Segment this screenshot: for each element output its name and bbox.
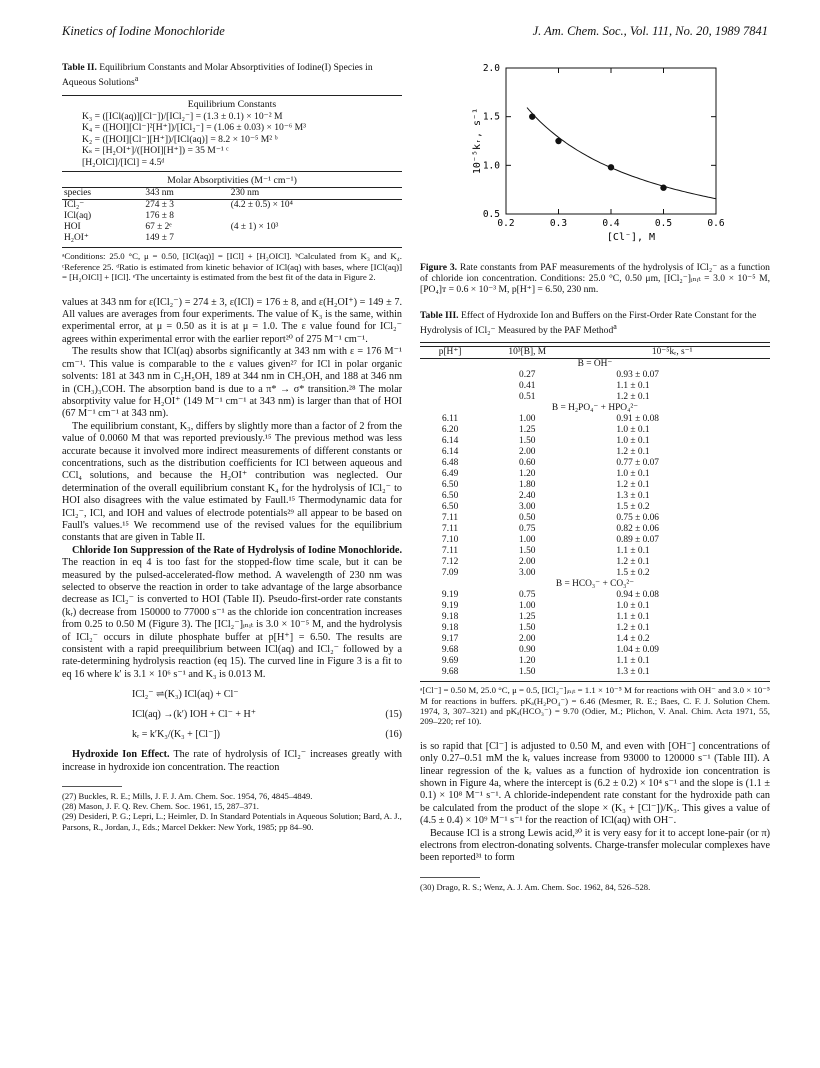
table3-cell: 1.00 (519, 535, 536, 546)
table3-cell: 0.75 ± 0.06 (616, 513, 659, 524)
table-row (420, 436, 770, 447)
section1-paragraph: Chloride Ion Suppression of the Rate of Hydrolysis of Iodine Monochloride. The reaction in eq 4 is too fast for the stopped-flow time scale, but it can be measured by the pulsed-accelerated-flow method. A wavelength of 230 nm was selected to observe the reaction in order to take advantage of the large absorbance decrease as ICl₂⁻ is converted to HOI (Table II). Pseudo-first-order rate constants (kᵣ) decrease from 150000 to 77000 s⁻¹ as the chloride ion concentration increases from 0.25 to 0.50 M (Figure 3). The [ICl₂⁻]ᵢₙᵢₜ is 3.0 × 10⁻⁵ M, and the hydrolysis of ICl₂⁻ occurs in dilute phosphate buffer at p[H⁺] = 6.50. The results are consistent with a rapid preequilibrium between ICl(aq) and ICl₂⁻ followed by a rate-determining hydrolysis reaction (eq 15). The curved line in Figure 3 is a fit to eq 16 where k′ is 3.1 × 10⁶ s⁻¹ and K₃ is 0.013 M. (62, 544, 402, 680)
table-row (420, 557, 770, 568)
table3-cell: 6.50 (441, 502, 459, 513)
table2-cell: 274 ± 3 (145, 200, 174, 211)
paragraph: Because ICl is a strong Lewis acid,³⁰ it is very easy for it to accept lone-pair (or π) electrons from electron-donating solvents. Charge-transfer molecular complexes have been reported³¹ to form (420, 827, 770, 864)
table3-cell: 2.00 (519, 634, 536, 645)
table-row (420, 656, 770, 667)
table2-absorptivity (62, 187, 402, 244)
x-tick-label: 0.3 (549, 218, 568, 229)
left-column (62, 62, 402, 832)
table3-cell: 0.91 ± 0.08 (616, 414, 659, 425)
table3-cell (420, 370, 480, 381)
right-references (420, 882, 770, 892)
running-head-right: J. Am. Chem. Soc., Vol. 111, No. 20, 1989 7841 (532, 24, 768, 38)
table3-cell: 7.11 (442, 524, 459, 535)
y-tick-label: 1.5 (482, 111, 500, 123)
data-point (555, 138, 561, 144)
table3-cell: 1.20 (519, 656, 536, 667)
reaction-line (62, 685, 402, 705)
table3-cell: 0.27 (519, 370, 536, 381)
table3-cell: 1.0 ± 0.1 (616, 436, 650, 447)
running-head-left: Kinetics of Iodine Monochloride (62, 24, 225, 38)
table2-cell: ICl(aq) (64, 211, 92, 222)
table3-footnote: ᵃ[Cl⁻] = 0.50 M, 25.0 °C, μ = 0.5, [ICl₂⁻]ᵢₙᵢₜ = 1.1 × 10⁻⁵ M for reactions with OH⁻ and 3.0 × 10⁻⁵ M for reactions in buffers. pKₐ(H₂PO₄⁻) = 6.46 (Mesmer, R. E.; Baes, C. F. J. Solution Chem. 1974, 3, 307–321) and pKₐ(HCO₃⁻) = 9.70 (Odier, M.; Plichon, V. Anal. Chim. Acta 1971, 55, 209–220; ref 10). (420, 685, 770, 727)
table3 (420, 346, 770, 678)
table3-caption: Table III. Effect of Hydroxide Ion and Buffers on the First-Order Rate Constant for the Hydrolysis of ICl₂⁻ Measured by the PAF Method$^a$ (420, 309, 757, 336)
table3-cell: 9.69 (441, 656, 459, 667)
x-tick-label: 0.4 (602, 218, 620, 229)
y-tick-label: 1.0 (482, 160, 500, 172)
table2-equations (62, 111, 402, 168)
table3-cell (420, 381, 480, 392)
table2-col-header: 230 nm (230, 188, 260, 199)
table-row (420, 623, 770, 634)
table3-cell: 1.1 ± 0.1 (616, 546, 650, 557)
table-row (420, 645, 770, 656)
table3-cell: 7.12 (441, 557, 459, 568)
table3-cell: 1.0 ± 0.1 (616, 425, 650, 436)
table3-cell: 1.2 ± 0.1 (616, 392, 650, 403)
table-row (420, 667, 770, 678)
y-axis-label: 10⁻⁵kᵣ, s⁻¹ (472, 107, 483, 175)
table-row (420, 370, 770, 381)
paragraph: The results show that ICl(aq) absorbs significantly at 343 nm with ε = 176 M⁻¹ cm⁻¹. This value is comparable to the ε values given²⁷ for ICl in polar organic solvents: 181 at 343 nm in C₂H₅OH, 189 at 344 nm in CH₃OH, and 188 at 346 nm in (CH₃)₃COH. The absorption band is due to a π* → σ* transition.²⁸ The molar absorptivity value for H₂OI⁺ (149 M⁻¹ cm⁻¹ at 343 nm) is larger than that of HOI (67 M⁻¹ cm⁻¹ at 343 nm). (62, 346, 402, 420)
table3-cell: 0.82 ± 0.06 (616, 524, 659, 535)
data-point (608, 164, 614, 170)
table3-cell: 6.11 (442, 414, 459, 425)
table3-cell: 1.0 ± 0.1 (616, 469, 650, 480)
table3-cell: 1.2 ± 0.1 (616, 623, 650, 634)
table2-cell: 149 ± 7 (145, 233, 174, 244)
table3-cell: 0.75 (519, 590, 536, 601)
reaction-line (62, 725, 402, 745)
table-row (420, 502, 770, 513)
right-body-text (420, 741, 770, 865)
table3-cell: 2.40 (519, 491, 536, 502)
table3-cell: 1.5 ± 0.2 (616, 502, 650, 513)
table-row (420, 392, 770, 403)
table3-cell: 0.94 ± 0.08 (616, 590, 659, 601)
left-references (62, 791, 402, 832)
table-row (420, 447, 770, 458)
table-row (420, 414, 770, 425)
table3-cell: 1.50 (519, 546, 536, 557)
x-tick-label: 0.5 (654, 218, 673, 229)
table2-cell: 176 ± 8 (145, 211, 174, 222)
table3-cell: 7.09 (441, 568, 459, 579)
equilibrium-equation: K₂ = ([HOI][Cl⁻][H⁺])/[ICl(aq)] = 8.2 × 10⁻⁵ M² ᵇ (82, 133, 278, 145)
table2-cell: H₂OI⁺ (64, 233, 89, 244)
table-row (420, 612, 770, 623)
table3-cell: 7.11 (442, 513, 459, 524)
reaction-text: ICl(aq) →(k′) IOH + Cl⁻ + H⁺ (132, 709, 257, 721)
table3-cell: 6.20 (441, 425, 459, 436)
table3-cell: 1.00 (519, 601, 536, 612)
table3-cell: 9.18 (441, 612, 459, 623)
table3-cell: 1.2 ± 0.1 (616, 557, 650, 568)
paragraph: The equilibrium constant, K₃, differs by slightly more than a factor of 2 from the value of 0.0060 M that was reported previously.¹⁵ The previous method was less accurate because it involved more indirect measurements of different constants or concentrations, such as the distribution coefficients for ICl between aqueous and CCl₄ solutions, and because the H₂OI⁺ contribution was neglected. Our determination of the overall equilibrium constant K₄ for the hydrolysis of ICl₂⁻ to HOI also disagrees with the value estimated by Faull.¹⁵ Thermodynamic data for ICl₂⁻, ICl, and IOH and values of electrode potentials²⁹ all appear to be based on Faull's values.¹⁵ We recommend use of the revised values for the equilibrium constants that are given in Table II. (62, 420, 402, 544)
table3-cell: 1.50 (519, 623, 536, 634)
table-row (420, 469, 770, 480)
table3-cell: 9.68 (441, 645, 459, 656)
table-row (420, 601, 770, 612)
table3-cell: 6.48 (441, 458, 459, 469)
table3-cell: 9.18 (441, 623, 459, 634)
x-axis-label: [Cl⁻], M (606, 232, 656, 243)
table3-cell: 1.1 ± 0.1 (616, 612, 650, 623)
table-row (420, 634, 770, 645)
table3-cell: 6.50 (441, 480, 459, 491)
table3-cell: 6.14 (441, 447, 459, 458)
table3-cell: 1.80 (519, 480, 536, 491)
table3-cell: 1.50 (519, 436, 536, 447)
table3-cell: 1.00 (519, 414, 536, 425)
reaction-equations (62, 685, 402, 745)
table-row (420, 590, 770, 601)
equation-number: (15) (385, 709, 402, 721)
table-row (420, 546, 770, 557)
table3-cell: 6.49 (441, 469, 459, 480)
reference: (29) Desideri, P. G.; Lepri, L.; Heimler, D. In Standard Potentials in Aqueous Solution; Bard, A. J., Parsons, R., Jordan, J., Eds.; Marcel Dekker: New York, 1985; pp 84–90. (62, 811, 402, 832)
table2-cell (229, 211, 402, 222)
table3-cell: 0.77 ± 0.07 (616, 458, 659, 469)
table3-col-header: 10⁻⁵kᵣ, s⁻¹ (651, 347, 693, 358)
table-row (62, 233, 402, 244)
table3-cell: 6.50 (441, 491, 459, 502)
table3-group-row (420, 403, 770, 414)
table3-cell: 0.75 (519, 524, 536, 535)
reference: (30) Drago, R. S.; Wenz, A. J. Am. Chem. Soc. 1962, 84, 526–528. (420, 881, 651, 892)
table3-cell: 1.04 ± 0.09 (616, 645, 659, 656)
table-row (420, 568, 770, 579)
reference: (28) Mason, J. F. Q. Rev. Chem. Soc. 1961, 15, 287–371. (62, 801, 259, 812)
table2-cell: 67 ± 2ᵉ (145, 222, 172, 233)
table3-group-label: B = H₂PO₄⁻ + HPO₄²⁻ (551, 403, 639, 414)
table-row (420, 524, 770, 535)
x-tick-label: 0.2 (497, 218, 515, 229)
table3-group-row (420, 359, 770, 371)
table-row (62, 211, 402, 222)
data-point (660, 185, 666, 191)
y-tick-label: 2.0 (482, 63, 500, 74)
table3-cell: 1.0 ± 0.1 (616, 601, 650, 612)
table3-cell: 2.00 (519, 557, 536, 568)
reaction-line (62, 705, 402, 725)
table3-cell: 0.51 (519, 392, 536, 403)
table3-group-label: B = HCO₃⁻ + CO₃²⁻ (555, 579, 635, 590)
figure3-caption: Figure 3. Rate constants from PAF measurements of the hydrolysis of ICl₂⁻ as a function of chloride ion concentration. Conditions: 25.0 °C, 0.50 μm, [ICl₂⁻]ᵢₙᵢₜ = 3.0 × 10⁻⁵ M, [PO₄]ᴛ = 0.6 × 10⁻³ M, p[H⁺] = 6.50, 230 nm. (420, 262, 770, 296)
table3-cell: 9.17 (441, 634, 459, 645)
table3-cell: 1.5 ± 0.2 (616, 568, 650, 579)
table3-cell (420, 392, 480, 403)
table-row (420, 491, 770, 502)
right-column (420, 262, 770, 892)
data-point (529, 113, 535, 119)
table3-group-row (420, 579, 770, 590)
table3-cell: 1.1 ± 0.1 (616, 381, 650, 392)
table-row (420, 458, 770, 469)
table2-footnote: ᵃConditions: 25.0 °C, μ = 0.50, [ICl(aq)] = [ICl] + [H₂OICl]. ᵇCalculated from K₃ and K₄. ᶜReference 25. ᵈRatio is estimated from kinetic behavior of ICl(aq) with bases, where [ICl(aq)] = [H₂OICl] + [ICl]. ᵉThe uncertainty is estimated from the best fit of the data in Figure 2. (62, 251, 402, 283)
table2-cell: (4.2 ± 0.5) × 10⁴ (230, 200, 293, 211)
table2-abs-heading: Molar Absorptivities (M⁻¹ cm⁻¹) (167, 175, 297, 187)
table-row (420, 480, 770, 491)
reaction-text: ICl₂⁻ ⇌(K₃) ICl(aq) + Cl⁻ (132, 689, 239, 701)
table3-cell: 0.93 ± 0.07 (616, 370, 659, 381)
table3-cell: 1.50 (519, 667, 536, 678)
table2-cell: HOI (64, 222, 81, 233)
paragraph: is so rapid that [Cl⁻] is adjusted to 0.50 M, and even with [OH⁻] concentrations of only 0.27–0.51 mM the kᵣ values increase from 93000 to 120000 s⁻¹ (Table III). A linear regression of the kᵣ values as a function of hydroxide ion concentration is shown in Figure 4a, where the intercept is (6.2 ± 0.2) × 10⁴ s⁻¹ and the slope is (1.1 ± 0.1) × 10⁸ M⁻¹ s⁻¹. A chloride-independent rate constant for the hydroxide path can be calculated from the product of the slope × (K₃ + [Cl⁻])/K₃. This gives a value of (4.5 ± 0.4) × 10⁹ M⁻¹ s⁻¹ for the reaction of ICl(aq) with OH⁻. (420, 740, 770, 827)
table-row (420, 513, 770, 524)
table3-cell: 2.00 (519, 447, 536, 458)
table3-cell: 6.14 (441, 436, 459, 447)
table3-cell: 9.68 (441, 667, 459, 678)
table-row (62, 222, 402, 233)
left-body-text (62, 297, 402, 545)
table3-cell: 1.3 ± 0.1 (616, 667, 650, 678)
table3-cell: 0.41 (519, 381, 536, 392)
table2-cell: (4 ± 1) × 10³ (230, 222, 279, 233)
table3-col-header: 10³[B], M (508, 347, 547, 358)
table3-cell: 9.19 (441, 590, 459, 601)
reference: (27) Buckles, R. E.; Mills, J. F. J. Am. Chem. Soc. 1954, 76, 4845–4849. (62, 791, 313, 802)
table-row (420, 425, 770, 436)
section2-paragraph: Hydroxide Ion Effect. The rate of hydrolysis of ICl₂⁻ increases greatly with increase in hydroxide ion concentration. The reaction (62, 749, 402, 773)
equation-number: (16) (385, 729, 402, 741)
paragraph: values at 343 nm for ε(ICl₂⁻) = 274 ± 3, ε(ICl) = 176 ± 8, and ε(H₂OI⁺) = 149 ± 7. All values are averages from four experiments. The value of K₃ is the same, within experimental error, at μ = 0.50 as it is at μ = 1.0. The ε value found for ICl₂⁻ agrees within experimental error with the earlier report²⁰ of 275 M⁻¹ cm⁻¹. (62, 296, 402, 345)
y-tick-label: 0.5 (482, 209, 500, 220)
reaction-text: kᵣ = k′K₃/(K₃ + [Cl⁻]) (132, 729, 221, 741)
table3-cell: 0.60 (519, 458, 536, 469)
table2-eq-heading: Equilibrium Constants (187, 98, 277, 110)
equilibrium-equation: K₃ = ([ICl(aq)][Cl⁻])/[ICl₂⁻] = (1.3 ± 0.1) × 10⁻² M (82, 111, 283, 122)
table3-cell: 1.2 ± 0.1 (616, 480, 650, 491)
fit-curve (527, 108, 716, 199)
table3-cell: 3.00 (519, 502, 536, 513)
figure3-chart (470, 58, 770, 258)
table3-cell: 0.89 ± 0.07 (616, 535, 659, 546)
table-row (420, 535, 770, 546)
table-row (420, 381, 770, 392)
table2-caption: Table II. Equilibrium Constants and Molar Absorptivities of Iodine(I) Species in Aqueous Solutions$^a$ (62, 62, 373, 89)
table3-cell: 1.3 ± 0.1 (616, 491, 650, 502)
equilibrium-equation: [H₂OICl]/[ICl] = 4.5ᵈ (82, 156, 165, 168)
table3-group-label: B = OH⁻ (577, 359, 613, 370)
table3-cell: 1.1 ± 0.1 (616, 656, 650, 667)
table2-col-header: 343 nm (145, 188, 174, 199)
table3-cell: 3.00 (519, 568, 536, 579)
table-row (62, 200, 402, 212)
table3-cell: 7.10 (441, 535, 459, 546)
equilibrium-equation: Kₛ = [H₂OI⁺]/([HOI][H⁺]) = 35 M⁻¹ ᶜ (82, 145, 229, 157)
x-tick-label: 0.6 (707, 218, 725, 229)
table3-col-header: p[H⁺] (438, 347, 462, 358)
table3-cell: 1.2 ± 0.1 (616, 447, 650, 458)
table2-cell (229, 233, 402, 244)
table3-cell: 9.19 (441, 601, 459, 612)
equilibrium-equation: K₄ = ([HOI][Cl⁻]²[H⁺])/[ICl₂⁻] = (1.06 ± 0.03) × 10⁻⁶ M³ (82, 122, 307, 134)
table2-col-header: species (64, 188, 92, 199)
table3-cell: 1.20 (519, 469, 536, 480)
table3-cell: 7.11 (442, 546, 459, 557)
table3-cell: 0.90 (519, 645, 536, 656)
table3-cell: 1.25 (519, 425, 536, 436)
table3-cell: 1.25 (519, 612, 536, 623)
table2-cell: ICl₂⁻ (64, 200, 85, 211)
table3-cell: 0.50 (519, 513, 536, 524)
table3-cell: 1.4 ± 0.2 (616, 634, 650, 645)
